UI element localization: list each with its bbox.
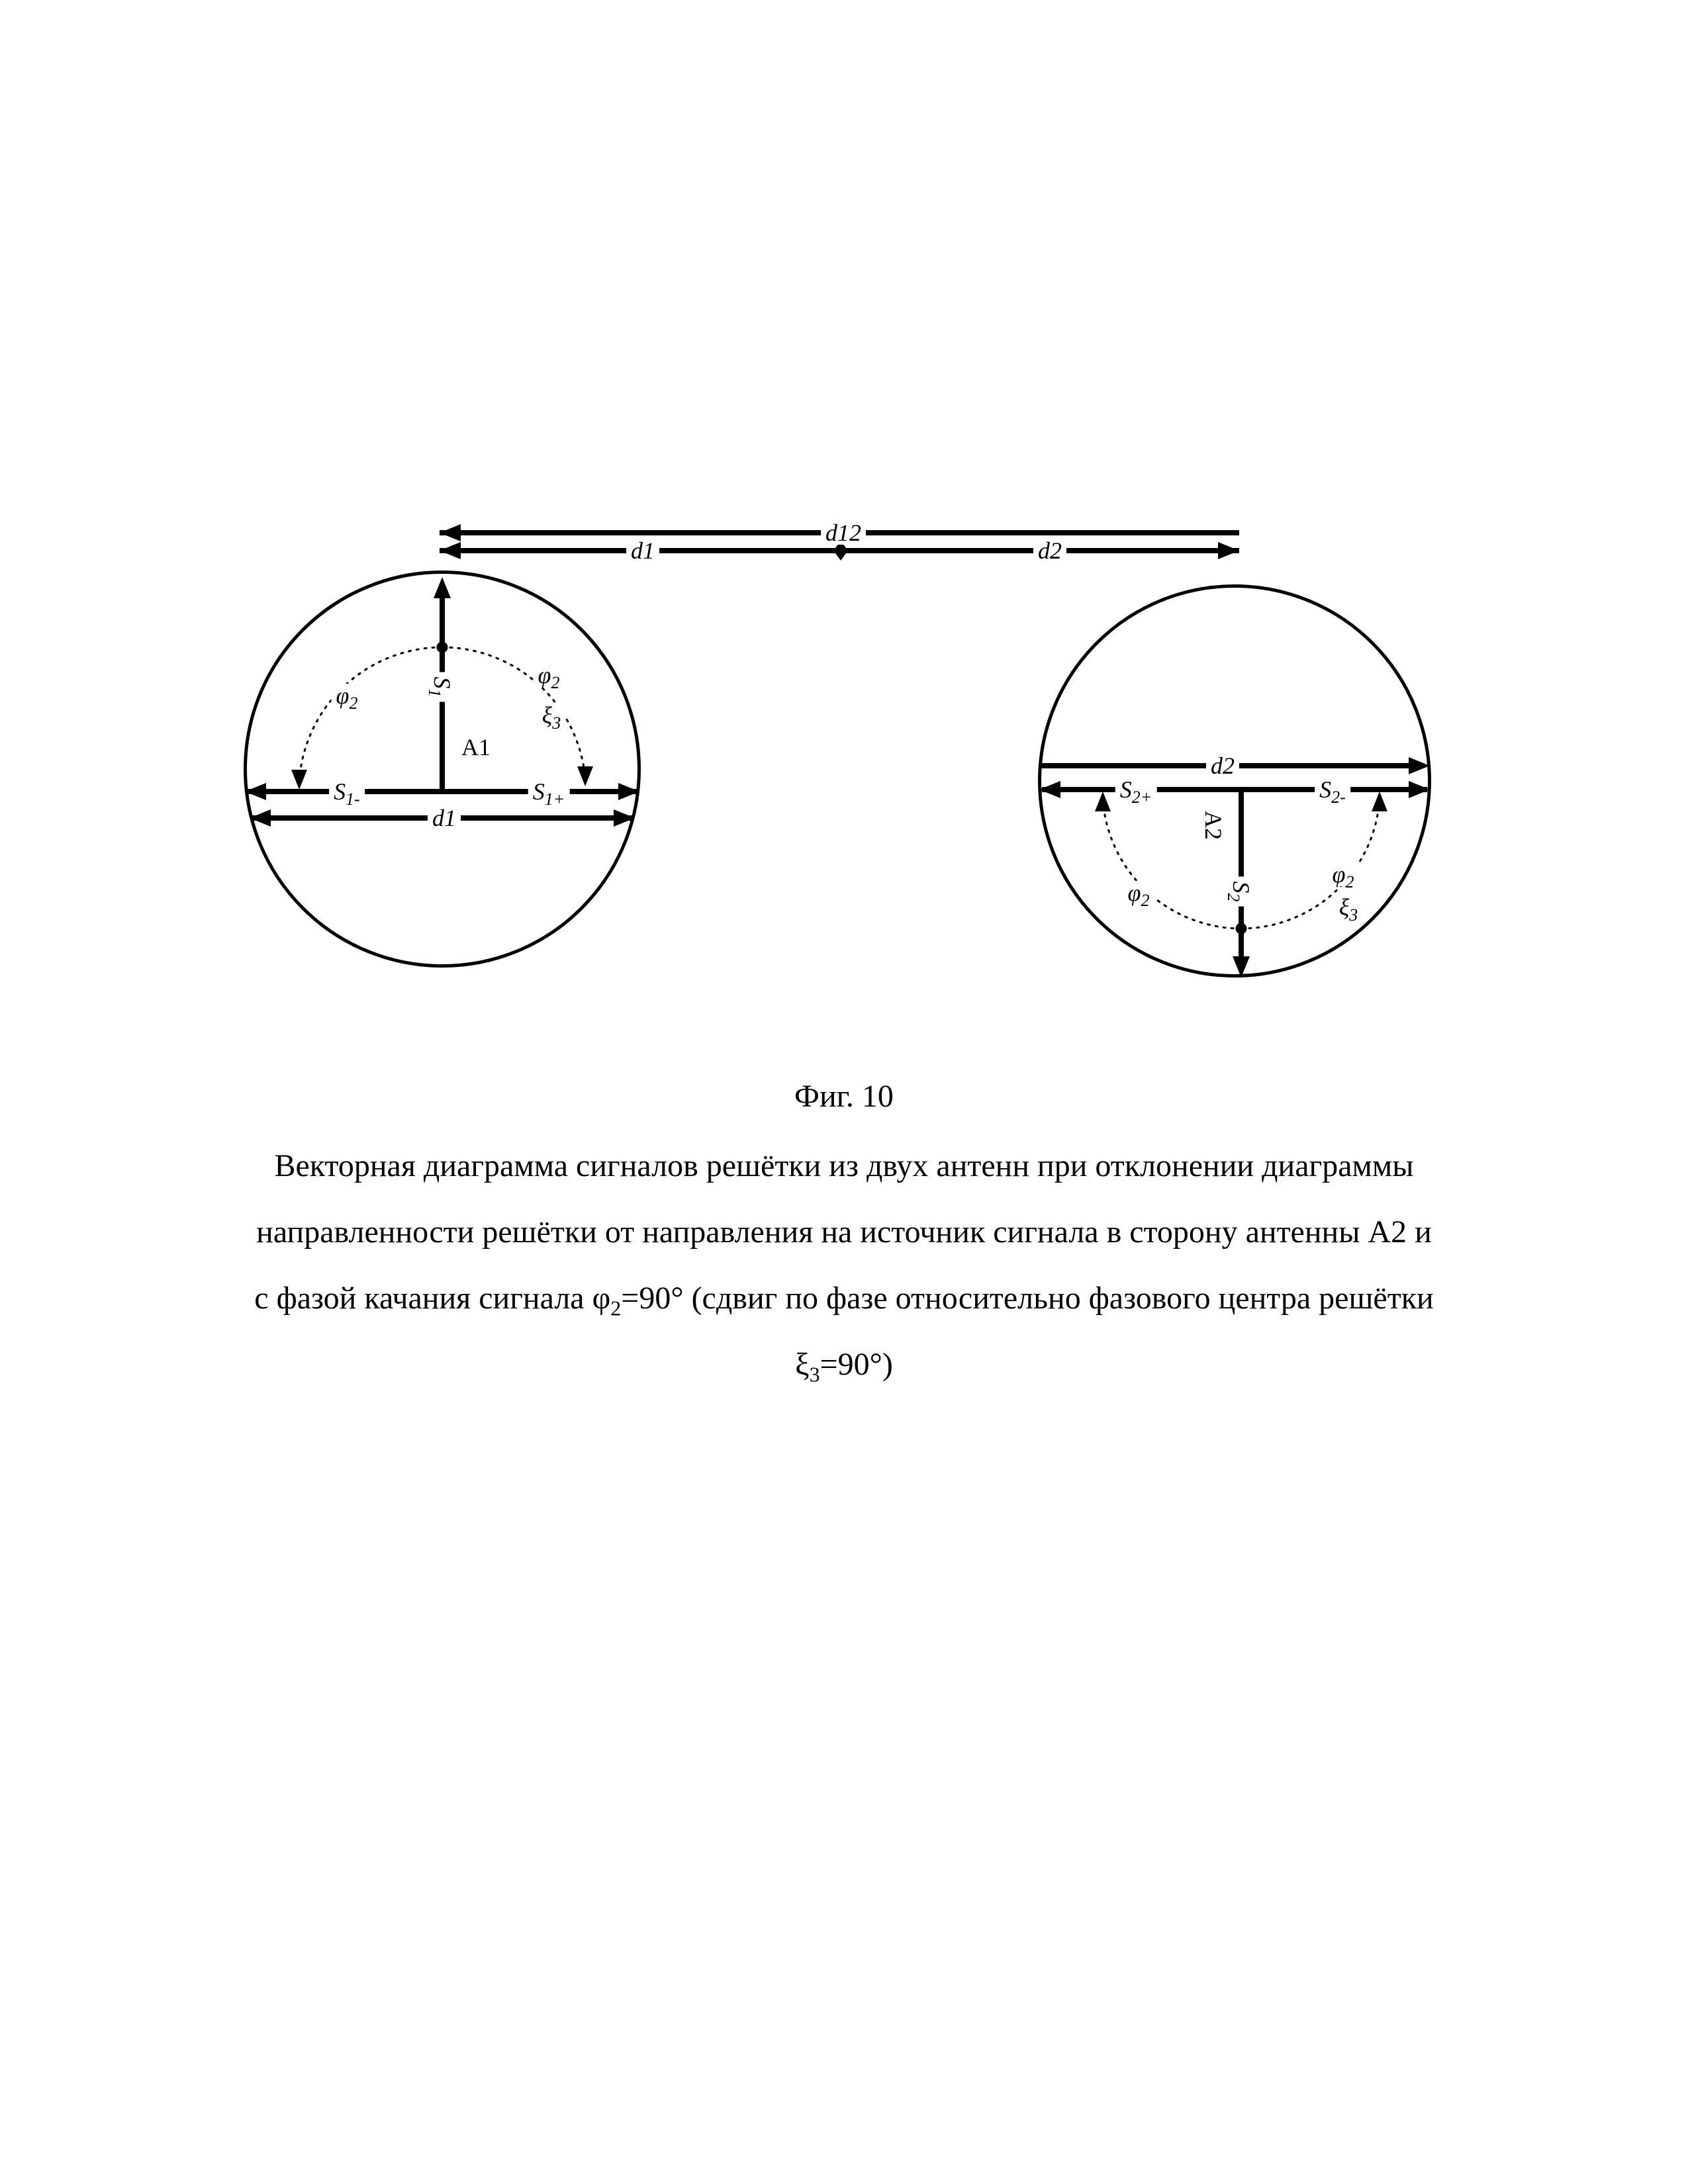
caption-line-3-sub: 2 (610, 1296, 622, 1320)
right-phi2-right-label (1328, 861, 1359, 892)
s2-base: S (1228, 881, 1254, 893)
d1-top-label-text: d1 (631, 537, 655, 564)
phi-sub: 2 (1345, 872, 1354, 892)
right-circle-right-arc-arrowhead-icon (1372, 792, 1387, 811)
d12-label-text: d12 (825, 520, 861, 546)
caption-line-1-text: Векторная диаграмма сигналов решётки из двух антенн при отклонении диаграммы (274, 1148, 1414, 1183)
caption-line-4 (79, 1332, 1609, 1398)
xi-sub: 3 (1349, 905, 1358, 925)
s1-vector-label (424, 672, 455, 702)
xi-base: ξ (1338, 894, 1350, 921)
left-xi3-label (538, 702, 565, 733)
s1-minus-base: S (334, 778, 346, 805)
left-swing-origin-dot (437, 642, 448, 653)
s2-vector-label (1223, 877, 1254, 907)
figure-number-text: Фиг. 10 (794, 1079, 894, 1114)
s2-plus-base: S (1119, 776, 1132, 803)
s1-sub: 1 (424, 688, 444, 698)
antenna-a1-label (457, 735, 495, 759)
s2-minus-sub: 2- (1331, 788, 1346, 807)
d2-diameter-text: d2 (1211, 752, 1235, 779)
d2-top-label (1033, 539, 1066, 563)
d1-diameter-text: d1 (432, 805, 456, 831)
left-phi2-left-label (332, 682, 363, 713)
phi-base: φ (538, 662, 551, 688)
caption-line-4-post: =90°) (820, 1347, 893, 1382)
phi-base: φ (1127, 880, 1141, 906)
s2-minus-base: S (1319, 776, 1332, 803)
d1-diameter-label (428, 806, 461, 830)
xi-base: ξ (541, 702, 553, 729)
s1-plus-label (528, 778, 570, 809)
antenna-a2-label (1201, 806, 1225, 844)
left-circle-left-arc (299, 647, 442, 782)
caption-line-3-post: =90° (сдвиг по фазе относительно фазового центра решётки (621, 1281, 1434, 1316)
s1-plus-base: S (532, 778, 545, 805)
caption-line-2-text: направленности решётки от направления на источник сигнала в сторону антенны А2 и (256, 1214, 1432, 1250)
caption-line-2 (79, 1199, 1609, 1265)
caption-line-3-pre: с фазой качания сигнала φ (254, 1281, 611, 1316)
s2-minus-label (1315, 776, 1350, 807)
figure-number (0, 1077, 1688, 1116)
right-circle-left-arc-arrowhead-icon (1095, 792, 1111, 811)
phi-sub: 2 (551, 673, 560, 693)
s1-plus-sub: 1+ (544, 790, 565, 809)
s2-plus-sub: 2+ (1131, 788, 1152, 807)
left-phi2-right-label (534, 662, 565, 693)
phi-base: φ (336, 682, 350, 709)
s2-plus-label (1115, 776, 1157, 807)
caption-line-4-pre: ξ (795, 1347, 810, 1382)
left-circle-right-arc-arrowhead-icon (577, 766, 593, 786)
right-xi3-label (1335, 894, 1362, 925)
a2-text: A2 (1200, 811, 1227, 840)
right-phi2-left-label (1123, 880, 1154, 911)
s1-minus-sub: 1- (346, 790, 360, 809)
caption-line-1 (79, 1133, 1609, 1199)
phi-sub: 2 (1141, 891, 1150, 911)
phi-base: φ (1332, 861, 1346, 887)
s1-minus-label (329, 778, 365, 809)
d12-label (821, 521, 866, 545)
s1-base: S (429, 676, 455, 689)
d2-diameter-label (1206, 754, 1239, 778)
phi-sub: 2 (349, 694, 358, 713)
d2-top-label-text: d2 (1038, 537, 1062, 564)
s2-sub: 2 (1223, 893, 1243, 902)
right-swing-origin-dot (1236, 923, 1247, 934)
caption-line-3 (79, 1265, 1609, 1332)
figure-caption (79, 1133, 1609, 1398)
d1-top-label (626, 539, 659, 563)
left-circle-left-arc-arrowhead-icon (291, 770, 307, 790)
a1-text: A1 (461, 734, 491, 760)
caption-line-4-sub: 3 (809, 1362, 820, 1387)
xi-sub: 3 (552, 713, 561, 733)
